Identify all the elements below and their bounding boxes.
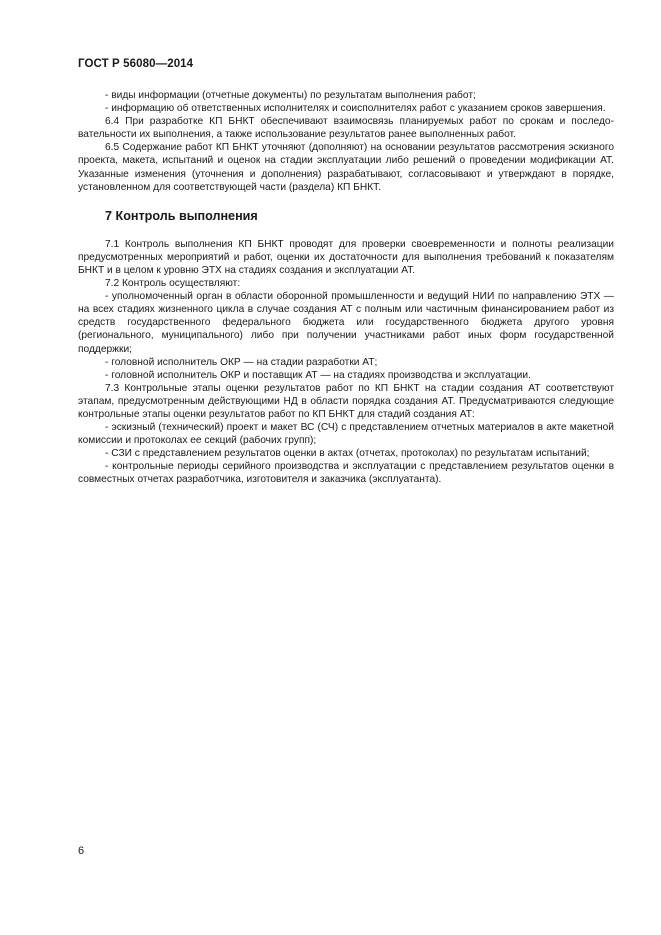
page-number: 6 xyxy=(78,845,85,857)
paragraph: - эскизный (технический) проект и макет ВС (СЧ) с представлением отчетных материалов в акте макетной комиссии и протоколах ее секций (рабочих групп); xyxy=(78,422,614,447)
paragraph: 7.2 Контроль осуществляют: xyxy=(105,278,241,290)
paragraph: 7.1 Контроль выполнения КП БНКТ проводят для проверки своевременности и полноты реализации предусмотренных мероприятий и работ, оценки их достаточности для выполнения требований к показателям БНКТ и в целом к уровню ЭТХ на стадиях создания и эксплуатации АТ. xyxy=(78,238,614,276)
paragraph: - головной исполнитель ОКР и поставщик АТ — на стадиях производства и эксплуатации. xyxy=(105,369,531,381)
paragraph: - СЗИ с представлением результатов оценки в актах (отчетах, протоколах) по результатам испытаний; xyxy=(105,448,590,460)
paragraph: - уполномоченный орган в области оборонной промышленности и ведущий НИИ по направлению ЭТХ — на всех стадиях жизненного цикла в случае создания АТ с полным или частичным финансированием работ из средств государственного федерального бюджета или государственного бюджета другого уровня (регионального, муниципального) либо при получении участниками работ иных форм государственной поддержки; xyxy=(78,291,614,355)
section-heading: 7 Контроль выполнения xyxy=(105,208,258,223)
document-body xyxy=(78,89,614,487)
paragraph: - контрольные периоды серийного производства и эксплуатации с представлением результатов оценки в совместных отчетах разработчика, изготовителя и заказчика (эксплуатанта). xyxy=(78,461,614,486)
paragraph: 6.5 Содержание работ КП БНКТ уточняют (дополняют) на основании результатов рассмотрения эскизного проекта, макета, испытаний и оценок на стадии эксплуатации либо решений о проведении модификации АТ. Указанные изменения (уточнения и дополнения) разрабатывают, согласовывают и утверждают в порядке, установленном для соответствующей части (раздела) КП БНКТ. xyxy=(78,142,614,193)
paragraph: - виды информации (отчетные документы) по результатам выполнения работ; xyxy=(105,90,476,101)
paragraph: 7.3 Контрольные этапы оценки результатов работ по КП БНКТ на стадии создания АТ соответствуют этапам, предусмотренным действующими НД в области порядка создания АТ. Предусматриваются следующие контрольные этапы оценки результатов работ по КП БНКТ для стадий создания АТ: xyxy=(78,382,614,420)
document-header: ГОСТ Р 56080—2014 xyxy=(78,58,194,70)
paragraph: 6.4 При разработке КП БНКТ обеспечивают взаимосвязь планируемых работ по срокам и последовательности их выполнения, а также использование результатов ранее выполненных работ. xyxy=(78,116,614,141)
paragraph: - головной исполнитель ОКР — на стадии разработки АТ; xyxy=(105,356,378,368)
paragraph: - информацию об ответственных исполнителях и соисполнителях работ с указанием сроков завершения. xyxy=(105,103,606,115)
